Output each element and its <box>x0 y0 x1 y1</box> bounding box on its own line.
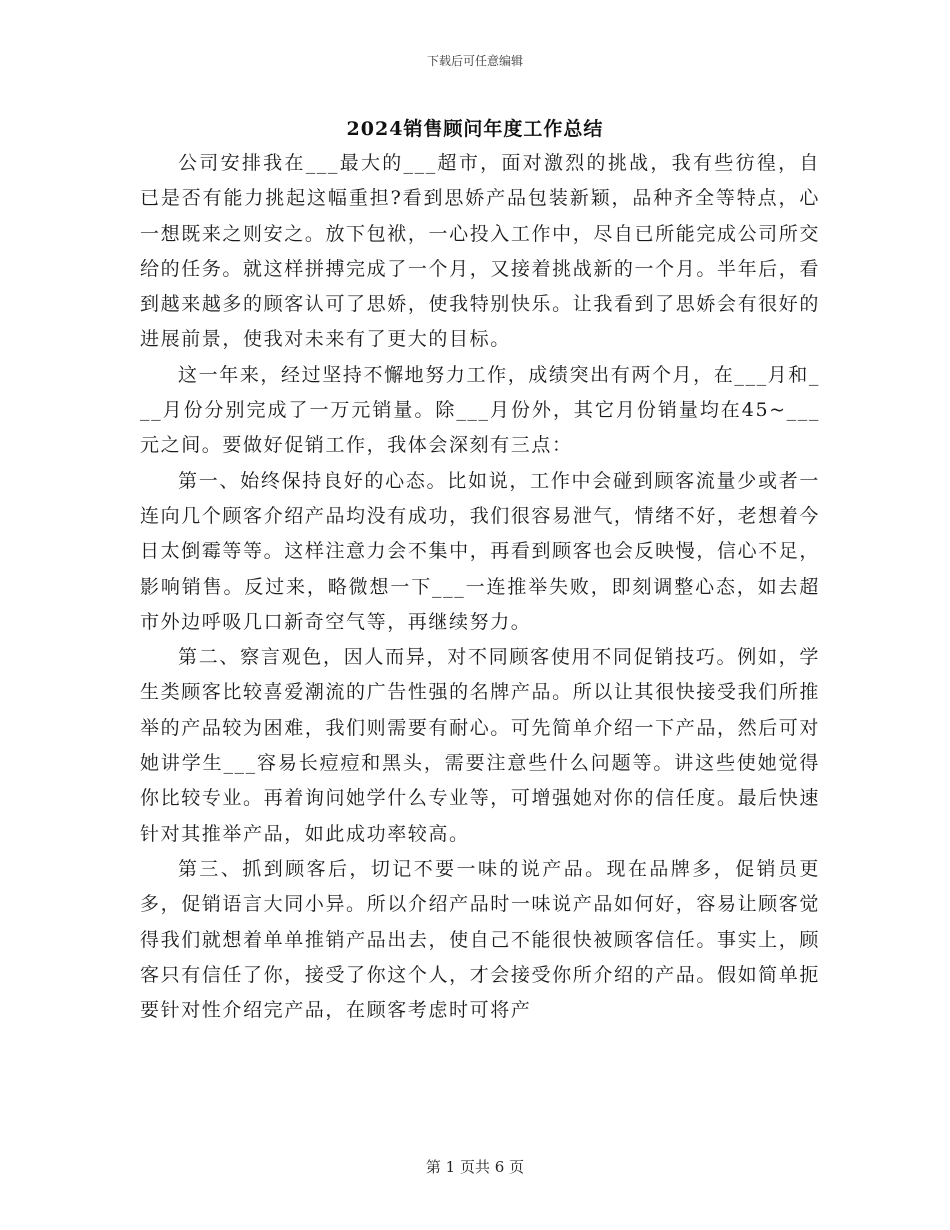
paragraph-point-three: 第三、抓到顾客后，切记不要一味的说产品。现在品牌多，促销员更多，促销语言大同小异。所以介绍产品时一味说产品如何好，容易让顾客觉得我们就想着单单推销产品出去，使自己不能很快被顾客信任。事实上，顾客只有信任了你，接受了你这个人，才会接受你所介绍的产品。假如简单扼要针对性介绍完产品，在顾客考虑时可将产 <box>140 857 820 1022</box>
paragraph-intro: 公司安排我在___最大的___超市，面对激烈的挑战，我有些彷徨，自已是否有能力挑起这幅重担?看到思娇产品包装新颖，品种齐全等特点，心一想既来之则安之。放下包袱，一心投入工作中，尽自已所能完成公司所交给的任务。就这样拼搏完成了一个月，又接着挑战新的一个月。半年后，看到越来越多的顾客认可了思娇，使我特别快乐。让我看到了思娇会有很好的进展前景，使我对未来有了更大的目标。 <box>140 152 820 351</box>
paragraph-point-one: 第一、始终保持良好的心态。比如说，工作中会碰到顾客流量少或者一连向几个顾客介绍产品均没有成功，我们很容易泄气，情绪不好，老想着今日太倒霉等等。这样注意力会不集中，再看到顾客也会反映慢，信心不足，影响销售。反过来，略微想一下___一连推举失败，即刻调整心态，如去超市外边呼吸几口新奇空气等，再继续努力。 <box>140 469 820 633</box>
paragraph-point-two: 第二、察言观色，因人而异，对不同顾客使用不同促销技巧。例如，学生类顾客比较喜爱潮流的广告性强的名牌产品。所以让其很快接受我们所推举的产品较为困难，我们则需要有耐心。可先简单介绍一下产品，然后可对她讲学生___容易长痘痘和黑头，需要注意些什么问题等。讲这些使她觉得你比较专业。再着询问她学什么专业等，可增强她对你的信任度。最后快速针对其推举产品，如此成功率较高。 <box>140 646 820 845</box>
document-body <box>140 146 820 1028</box>
document-title: 2024销售顾问年度工作总结 <box>346 118 604 140</box>
page-number: 第 1 页共 6 页 <box>425 1158 525 1176</box>
download-edit-note: 下载后可任意编辑 <box>426 54 523 68</box>
paragraph-annual-results: 这一年来，经过坚持不懈地努力工作，成绩突出有两个月，在___月和___月份分别完成了一万元销量。除___月份外，其它月份销量均在45~___元之间。要做好促销工作，我体会深刻有三点： <box>140 363 820 457</box>
